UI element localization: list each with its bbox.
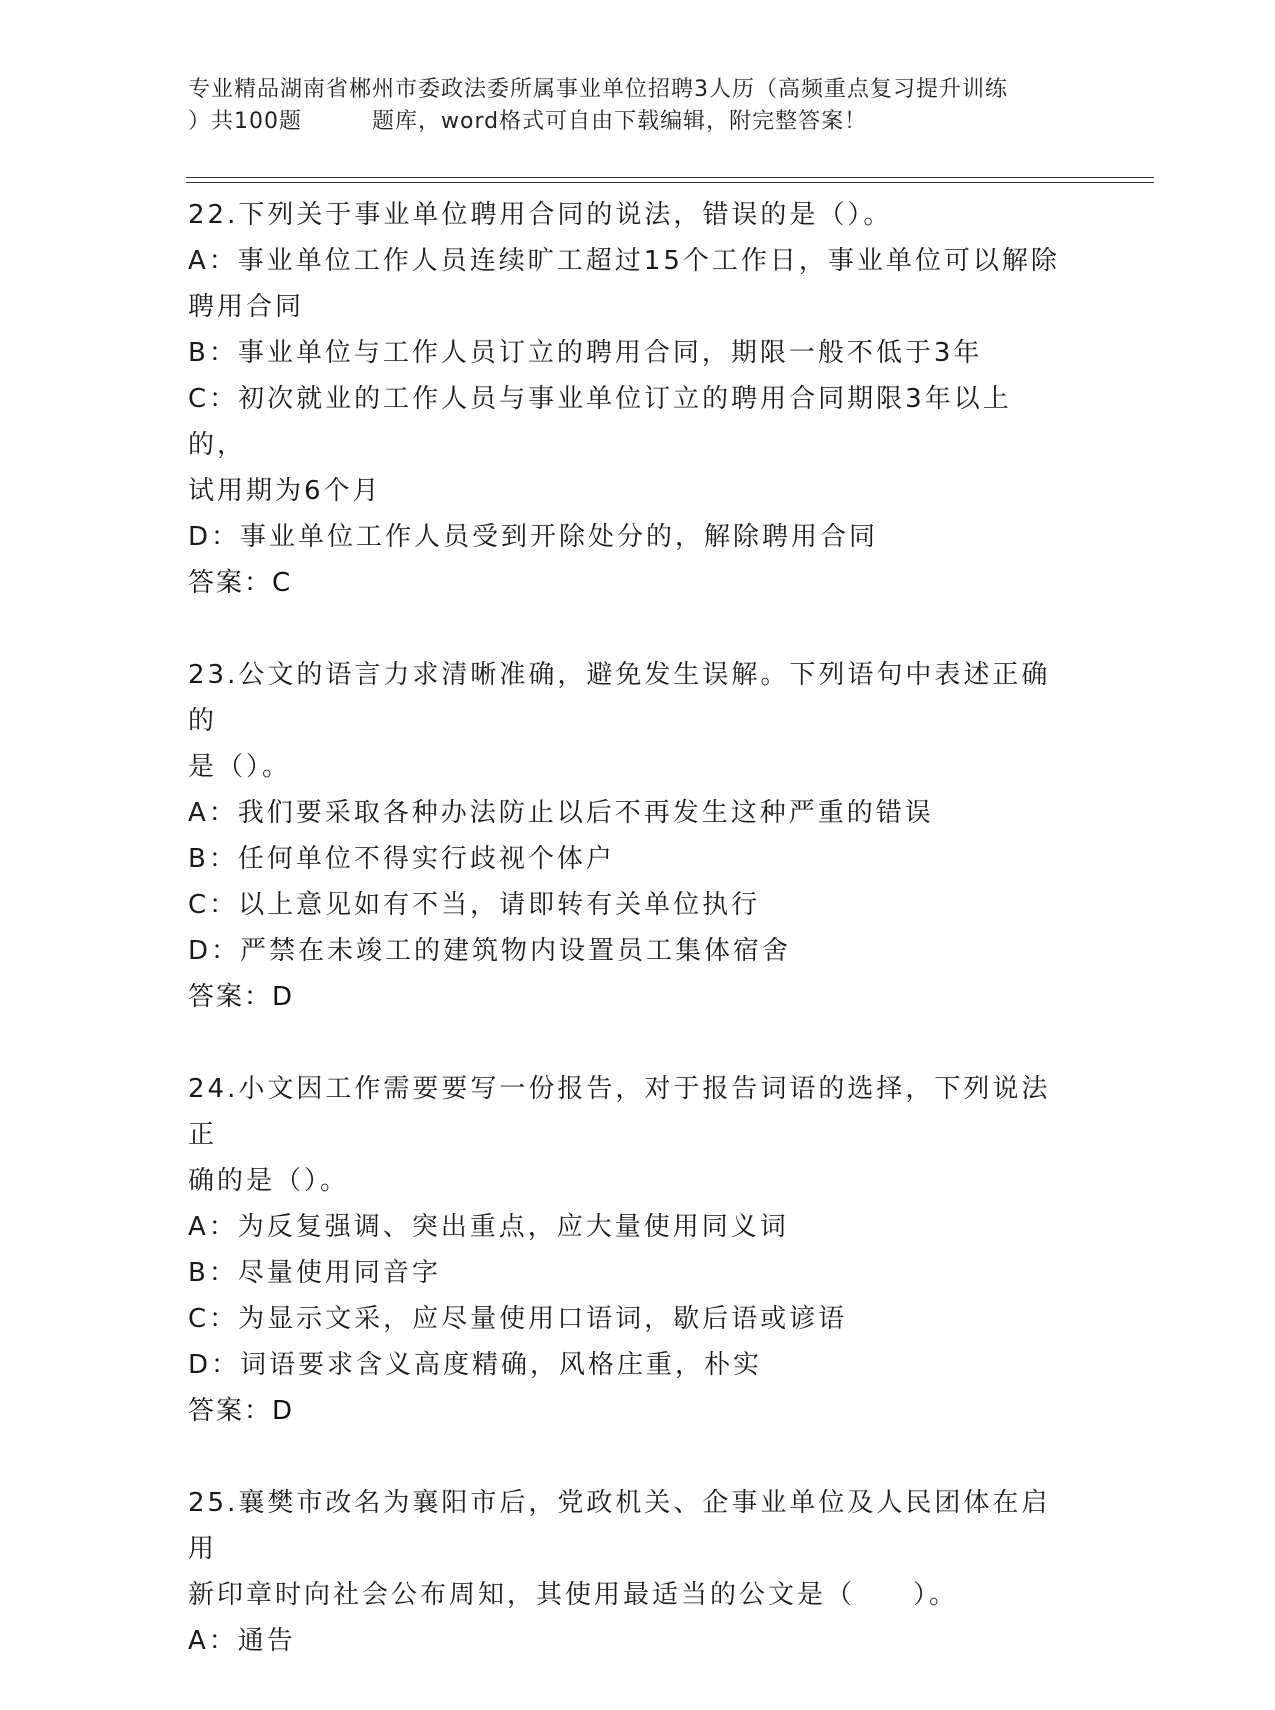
question-24 <box>188 1066 1068 1434</box>
option-a: A：通告 <box>188 1626 296 1656</box>
question-23 <box>188 652 1068 1020</box>
answer-line: 答案：C <box>188 568 293 598</box>
option-b: B：任何单位不得实行歧视个体户 <box>188 844 615 874</box>
option-c-line-1: C：初次就业的工作人员与事业单位订立的聘用合同期限3年以上的， <box>188 384 1012 460</box>
header-line-2-start: ）共100题 <box>188 109 302 134</box>
header-divider-top <box>186 177 1154 178</box>
question-stem: 22.下列关于事业单位聘用合同的说法，错误的是（）。 <box>188 200 893 230</box>
option-b: B：事业单位与工作人员订立的聘用合同，期限一般不低于3年 <box>188 338 983 368</box>
question-stem <box>188 652 1068 790</box>
option-d: D：事业单位工作人员受到开除处分的，解除聘用合同 <box>188 522 879 552</box>
header-divider-bottom <box>186 182 1154 183</box>
option-a <box>188 238 1068 330</box>
answer-line: 答案：D <box>188 982 295 1012</box>
question-stem-line-2: 确的是（）。 <box>188 1166 350 1196</box>
option-c: C：为显示文采，应尽量使用口语词，歇后语或谚语 <box>188 1304 848 1334</box>
option-c-line-2: 试用期为6个月 <box>188 476 382 506</box>
question-stem-line-2: 新印章时向社会公布周知，其使用最适当的公文是（ ）。 <box>188 1580 959 1610</box>
question-22 <box>188 192 1068 606</box>
option-a: A：为反复强调、突出重点，应大量使用同义词 <box>188 1212 789 1242</box>
question-stem-line-2: 是（）。 <box>188 752 292 782</box>
option-b: B：尽量使用同音字 <box>188 1258 441 1288</box>
question-list <box>188 192 1068 1710</box>
option-a-line-2: 聘用合同 <box>188 292 305 322</box>
question-stem <box>188 1066 1068 1204</box>
option-a-line-1: A：事业单位工作人员连续旷工超过15个工作日，事业单位可以解除 <box>188 246 1060 276</box>
option-c <box>188 376 1068 514</box>
answer-line: 答案：D <box>188 1396 295 1426</box>
page-header <box>188 74 1088 138</box>
question-stem-line-1: 25.襄樊市改名为襄阳市后，党政机关、企事业单位及人民团体在启用 <box>188 1488 1051 1564</box>
question-25 <box>188 1480 1068 1664</box>
question-stem-line-1: 23.公文的语言力求清晰准确，避免发生误解。下列语句中表述正确的 <box>188 660 1051 736</box>
option-d: D：严禁在未竣工的建筑物内设置员工集体宿舍 <box>188 936 792 966</box>
option-c: C：以上意见如有不当，请即转有关单位执行 <box>188 890 761 920</box>
header-line-1: 专业精品湖南省郴州市委政法委所属事业单位招聘3人历（高频重点复习提升训练 <box>188 77 1008 102</box>
question-stem <box>188 1480 1068 1618</box>
option-d: D：词语要求含义高度精确，风格庄重，朴实 <box>188 1350 763 1380</box>
question-stem-line-1: 24.小文因工作需要要写一份报告，对于报告词语的选择，下列说法正 <box>188 1074 1051 1150</box>
header-line-2-end: 题库，word格式可自由下载编辑，附完整答案！ <box>372 109 868 134</box>
header-line-2 <box>188 106 1088 138</box>
option-a: A：我们要采取各种办法防止以后不再发生这种严重的错误 <box>188 798 934 828</box>
